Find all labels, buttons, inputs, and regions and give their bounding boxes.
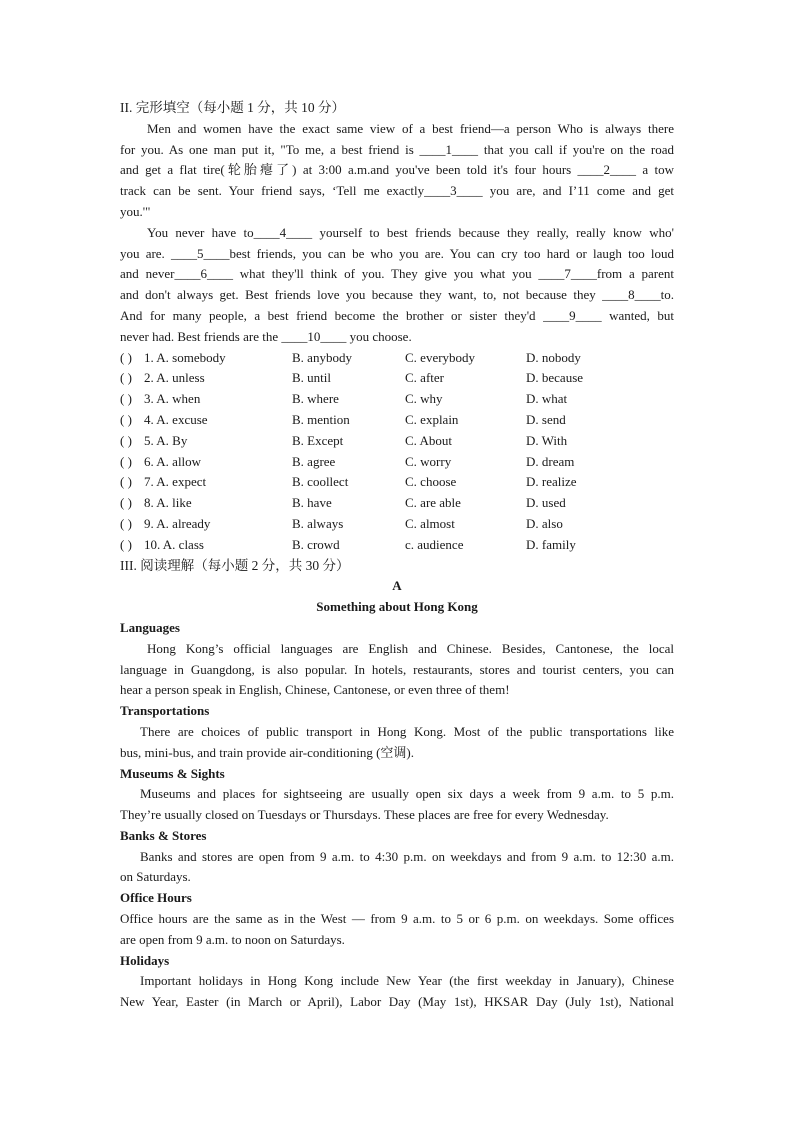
- passage-letter: A: [392, 578, 402, 594]
- question-row: [120, 368, 674, 389]
- section-heading: Transportations: [120, 703, 210, 719]
- question-row: [120, 348, 674, 369]
- option-c: C. are able: [405, 495, 461, 511]
- text-line: you.'": [120, 203, 151, 219]
- answer-blank[interactable]: ( ): [120, 411, 132, 427]
- option-b: B. have: [292, 495, 332, 511]
- text-line: are open from 9 a.m. to noon on Saturdays.: [120, 931, 345, 947]
- option-d: D. send: [526, 411, 566, 427]
- text-line: And for many people, a best friend become the brother or sister they'd ____9____ wanted, but: [120, 307, 674, 323]
- text-line: and get a flat tire(轮胎瘪了) at 3:00 a.m.and you've been told it's four hours ____2____ a tow: [120, 162, 674, 178]
- text-line: Hong Kong’s official languages are English and Chinese. Besides, Cantonese, the local: [147, 640, 674, 656]
- cloze-paragraph-1: [120, 119, 674, 223]
- text-line: for you. As one man put it, "To me, a best friend is ____1____ that you call if you're on the road: [120, 141, 674, 157]
- reading-heading: III. 阅读理解（每小题 2 分，共 30 分）: [120, 557, 350, 573]
- text-line: hear a person speak in English, Chinese, Cantonese, or even three of them!: [120, 682, 510, 698]
- text-line: There are choices of public transport in Hong Kong. Most of the public transportations like: [140, 723, 674, 739]
- answer-blank[interactable]: ( ): [120, 474, 132, 490]
- text-line: track can be sent. Your friend says, ‘Tell me exactly____3____ you are, and I’11 come and get: [120, 183, 674, 199]
- section-heading: Holidays: [120, 952, 170, 968]
- text-line: They’re usually closed on Tuesdays or Thursdays. These places are free for every Wednesday.: [120, 807, 609, 823]
- option-a: 3. A. when: [144, 391, 201, 407]
- cloze-questions: [120, 348, 674, 556]
- question-row: [120, 452, 674, 473]
- text-line: and don't always get. Best friends love you because they want, to, not because they ____8____to.: [120, 287, 674, 303]
- question-row: [120, 431, 674, 452]
- option-c: C. worry: [405, 453, 452, 469]
- answer-blank[interactable]: ( ): [120, 391, 132, 407]
- option-c: c. audience: [405, 536, 464, 552]
- text-line: New Year, Easter (in March or April), Labor Day (May 1st), HKSAR Day (July 1st), National: [120, 994, 674, 1010]
- option-a: 7. A. expect: [144, 474, 207, 490]
- cloze-heading: II. 完形填空（每小题 1 分，共 10 分）: [120, 100, 345, 115]
- option-a: 1. A. somebody: [144, 349, 226, 365]
- question-row: [120, 493, 674, 514]
- text-line: Men and women have the exact same view of a best friend—a person Who is always there: [147, 120, 674, 136]
- option-a: 10. A. class: [144, 536, 204, 552]
- option-b: B. coollect: [292, 474, 349, 490]
- option-d: D. nobody: [526, 349, 581, 365]
- option-d: D. also: [526, 515, 563, 531]
- option-b: B. Except: [292, 432, 344, 448]
- option-a: 2. A. unless: [144, 370, 205, 386]
- option-c: C. why: [405, 391, 443, 407]
- exam-page: [120, 98, 674, 1013]
- text-line: you are. ____5____best friends, you can be who you are. You can cry too hard or laugh too loud: [120, 245, 674, 261]
- option-d: D. what: [526, 391, 568, 407]
- option-d: D. With: [526, 432, 568, 448]
- section-heading: Languages: [120, 619, 180, 635]
- answer-blank[interactable]: ( ): [120, 515, 132, 531]
- text-line: Office hours are the same as in the West — from 9 a.m. to 5 or 6 p.m. on weekdays. Some offices: [120, 911, 674, 927]
- text-line: language in Guangdong, is also popular. In hotels, restaurants, stores and tourist centers, you can: [120, 661, 674, 677]
- option-b: B. agree: [292, 453, 336, 469]
- question-row: [120, 514, 674, 535]
- answer-blank[interactable]: ( ): [120, 536, 132, 552]
- option-c: C. choose: [405, 474, 457, 490]
- option-b: B. mention: [292, 411, 350, 427]
- answer-blank[interactable]: ( ): [120, 432, 132, 448]
- option-d: D. family: [526, 536, 576, 552]
- option-a: 6. A. allow: [144, 453, 202, 469]
- text-line: never had. Best friends are the ____10____ you choose.: [120, 328, 412, 344]
- text-line: Museums and places for sightseeing are usually open six days a week from 9 a.m. to 5 p.m.: [140, 786, 674, 802]
- option-b: B. until: [292, 370, 332, 386]
- option-b: B. anybody: [292, 349, 352, 365]
- answer-blank[interactable]: ( ): [120, 349, 132, 365]
- section-heading: Banks & Stores: [120, 827, 207, 843]
- option-c: C. everybody: [405, 349, 476, 365]
- text-line: bus, mini-bus, and train provide air-conditioning (空调).: [120, 744, 414, 760]
- text-line: You never have to____4____ yourself to best friends because they really, really know who': [147, 224, 674, 240]
- option-a: 8. A. like: [144, 495, 192, 511]
- option-a: 5. A. By: [144, 432, 188, 448]
- answer-blank[interactable]: ( ): [120, 370, 132, 386]
- option-c: C. explain: [405, 411, 459, 427]
- option-c: C. almost: [405, 515, 455, 531]
- option-c: C. after: [405, 370, 444, 386]
- question-row: [120, 535, 674, 556]
- question-row: [120, 410, 674, 431]
- answer-blank[interactable]: ( ): [120, 453, 132, 469]
- question-row: [120, 389, 674, 410]
- text-line: Important holidays in Hong Kong include New Year (the first weekday in January), Chinese: [140, 973, 674, 989]
- passage-title: Something about Hong Kong: [316, 599, 478, 615]
- question-row: [120, 472, 674, 493]
- option-d: D. because: [526, 370, 584, 386]
- section-heading: Office Hours: [120, 890, 192, 906]
- option-d: D. dream: [526, 453, 575, 469]
- option-a: 4. A. excuse: [144, 411, 208, 427]
- text-line: Banks and stores are open from 9 a.m. to 4:30 p.m. on weekdays and from 9 a.m. to 12:30 a.m.: [140, 848, 674, 864]
- option-b: B. where: [292, 391, 339, 407]
- option-b: B. always: [292, 515, 344, 531]
- option-c: C. About: [405, 432, 452, 448]
- text-line: on Saturdays.: [120, 869, 191, 885]
- answer-blank[interactable]: ( ): [120, 495, 132, 511]
- option-b: B. crowd: [292, 536, 340, 552]
- option-d: D. realize: [526, 474, 577, 490]
- cloze-paragraph-2: [120, 223, 674, 348]
- text-line: and never____6____ what they'll think of you. They give you what you ____7____from a parent: [120, 266, 674, 282]
- section-heading: Museums & Sights: [120, 765, 225, 781]
- option-a: 9. A. already: [144, 515, 211, 531]
- option-d: D. used: [526, 495, 566, 511]
